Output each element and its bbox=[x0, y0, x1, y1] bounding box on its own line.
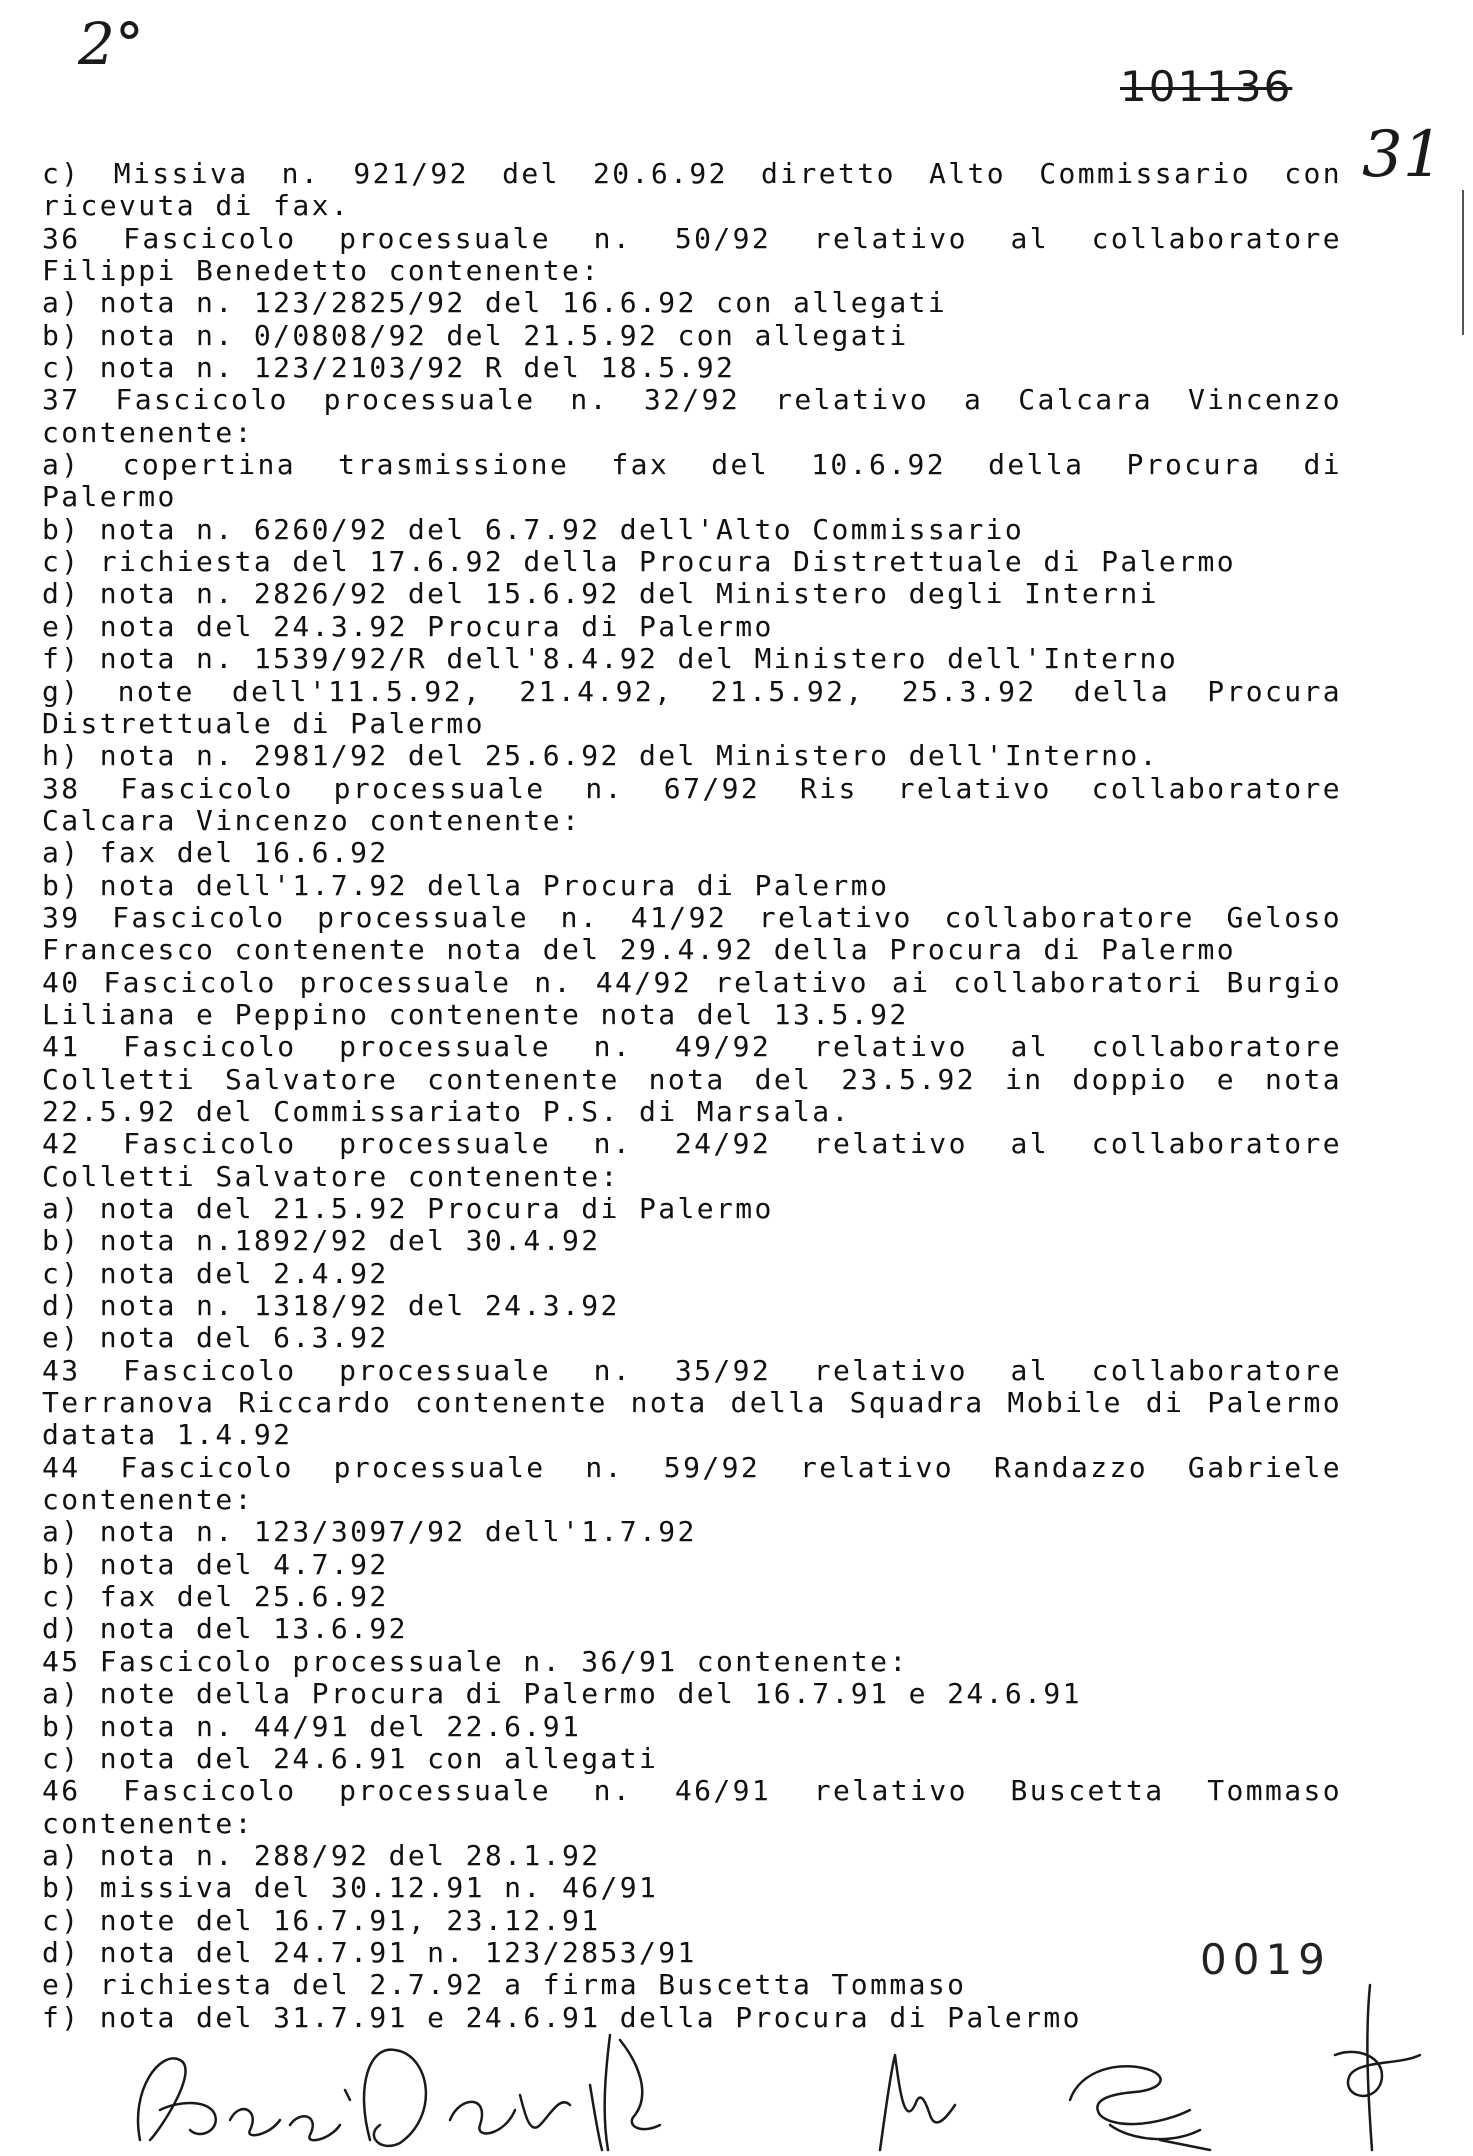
text-line: a) nota n. 123/2825/92 del 16.6.92 con allegati bbox=[42, 286, 948, 320]
text-line: c) nota n. 123/2103/92 R del 18.5.92 bbox=[42, 351, 736, 385]
document-body bbox=[42, 158, 1342, 2034]
text-line: g) note dell'11.5.92, 21.4.92, 21.5.92, 25.3.92 della Procura bbox=[42, 674, 1342, 708]
text-line: Distrettuale di Palermo bbox=[42, 706, 485, 740]
margin-rule bbox=[1462, 190, 1464, 335]
signature-3 bbox=[860, 2045, 980, 2156]
text-line: b) missiva del 30.12.91 n. 46/91 bbox=[42, 1871, 659, 1905]
text-line: a) fax del 16.6.92 bbox=[42, 836, 389, 870]
signature-5 bbox=[1310, 1975, 1430, 2156]
text-line: d) nota n. 2826/92 del 15.6.92 del Ministero degli Interni bbox=[42, 577, 1159, 611]
text-line: 43 Fascicolo processuale n. 35/92 relativo al collaboratore bbox=[42, 1353, 1342, 1387]
text-line: contenente: bbox=[42, 1483, 254, 1517]
text-line: c) nota del 24.6.91 con allegati bbox=[42, 1741, 659, 1775]
text-line: Palermo bbox=[42, 480, 177, 514]
text-line: c) fax del 25.6.92 bbox=[42, 1580, 389, 1614]
text-line: 46 Fascicolo processuale n. 46/91 relativo Buscetta Tommaso bbox=[42, 1774, 1342, 1808]
text-line: c) nota del 2.4.92 bbox=[42, 1256, 389, 1290]
text-line: d) nota del 24.7.91 n. 123/2853/91 bbox=[42, 1935, 697, 1969]
signature-2 bbox=[340, 2025, 680, 2156]
text-line: ricevuta di fax. bbox=[42, 189, 351, 223]
text-line: Colletti Salvatore contenente nota del 23.5.92 in doppio e nota bbox=[42, 1062, 1342, 1096]
text-line: a) nota n. 288/92 del 28.1.92 bbox=[42, 1838, 601, 1872]
text-line: a) copertina trasmissione fax del 10.6.92 della Procura di bbox=[42, 448, 1342, 482]
text-line: 22.5.92 del Commissariato P.S. di Marsala. bbox=[42, 1094, 851, 1128]
text-line: a) note della Procura di Palermo del 16.7.91 e 24.6.91 bbox=[42, 1677, 1082, 1711]
text-line: d) nota n. 1318/92 del 24.3.92 bbox=[42, 1289, 620, 1323]
text-line: Calcara Vincenzo contenente: bbox=[42, 803, 582, 837]
text-line: 36 Fascicolo processuale n. 50/92 relativo al collaboratore bbox=[42, 221, 1342, 255]
text-line: a) nota n. 123/3097/92 dell'1.7.92 bbox=[42, 1515, 697, 1549]
text-line: Colletti Salvatore contenente: bbox=[42, 1159, 620, 1193]
text-line: e) richiesta del 2.7.92 a firma Buscetta Tommaso bbox=[42, 1968, 967, 2002]
text-line: Terranova Riccardo contenente nota della Squadra Mobile di Palermo bbox=[42, 1386, 1342, 1420]
text-line: b) nota n. 6260/92 del 6.7.92 dell'Alto Commissario bbox=[42, 512, 1025, 546]
struck-through-number: 101136 bbox=[1120, 62, 1293, 111]
text-line: c) richiesta del 17.6.92 della Procura Distrettuale di Palermo bbox=[42, 545, 1236, 579]
text-line: Francesco contenente nota del 29.4.92 della Procura di Palermo bbox=[42, 933, 1236, 967]
text-line: contenente: bbox=[42, 1806, 254, 1840]
text-line: f) nota del 31.7.91 e 24.6.91 della Procura di Palermo bbox=[42, 2000, 1082, 2034]
text-line: 42 Fascicolo processuale n. 24/92 relativo al collaboratore bbox=[42, 1127, 1342, 1161]
text-line: f) nota n. 1539/92/R dell'8.4.92 del Ministero dell'Interno bbox=[42, 642, 1179, 676]
text-line: Liliana e Peppino contenente nota del 13.5.92 bbox=[42, 997, 909, 1031]
text-line: a) nota del 21.5.92 Procura di Palermo bbox=[42, 1192, 774, 1225]
text-line: c) Missiva n. 921/92 del 20.6.92 diretto Alto Commissario con bbox=[42, 157, 1342, 190]
page-code: 0019 bbox=[1200, 1935, 1331, 1984]
text-line: 39 Fascicolo processuale n. 41/92 relativo collaboratore Geloso bbox=[42, 900, 1342, 934]
text-line: b) nota n. 0/0808/92 del 21.5.92 con allegati bbox=[42, 318, 909, 352]
text-line: 45 Fascicolo processuale n. 36/91 contenente: bbox=[42, 1644, 909, 1678]
text-line: b) nota n.1892/92 del 30.4.92 bbox=[42, 1224, 601, 1258]
signature-4 bbox=[1040, 2030, 1240, 2156]
text-line: b) nota n. 44/91 del 22.6.91 bbox=[42, 1709, 582, 1743]
handwritten-margin-number: 31 bbox=[1362, 118, 1444, 192]
text-line: datata 1.4.92 bbox=[42, 1418, 293, 1452]
handwritten-page-mark: 2° bbox=[78, 10, 144, 78]
text-line: 37 Fascicolo processuale n. 32/92 relativo a Calcara Vincenzo bbox=[42, 383, 1342, 417]
text-line: d) nota del 13.6.92 bbox=[42, 1612, 408, 1646]
text-line: 40 Fascicolo processuale n. 44/92 relativo ai collaboratori Burgio bbox=[42, 965, 1342, 999]
text-line: contenente: bbox=[42, 415, 254, 449]
text-line: 41 Fascicolo processuale n. 49/92 relativo al collaboratore bbox=[42, 1030, 1342, 1064]
text-line: e) nota del 24.3.92 Procura di Palermo bbox=[42, 609, 774, 643]
text-line: b) nota del 4.7.92 bbox=[42, 1547, 389, 1581]
text-line: Filippi Benedetto contenente: bbox=[42, 254, 601, 288]
text-line: b) nota dell'1.7.92 della Procura di Palermo bbox=[42, 868, 890, 902]
text-line: 38 Fascicolo processuale n. 67/92 Ris relativo collaboratore bbox=[42, 771, 1342, 805]
text-line: 44 Fascicolo processuale n. 59/92 relativo Randazzo Gabriele bbox=[42, 1450, 1342, 1484]
text-line: h) nota n. 2981/92 del 25.6.92 del Ministero dell'Interno. bbox=[42, 739, 1159, 773]
text-line: e) nota del 6.3.92 bbox=[42, 1321, 389, 1355]
text-line: c) note del 16.7.91, 23.12.91 bbox=[42, 1903, 601, 1937]
